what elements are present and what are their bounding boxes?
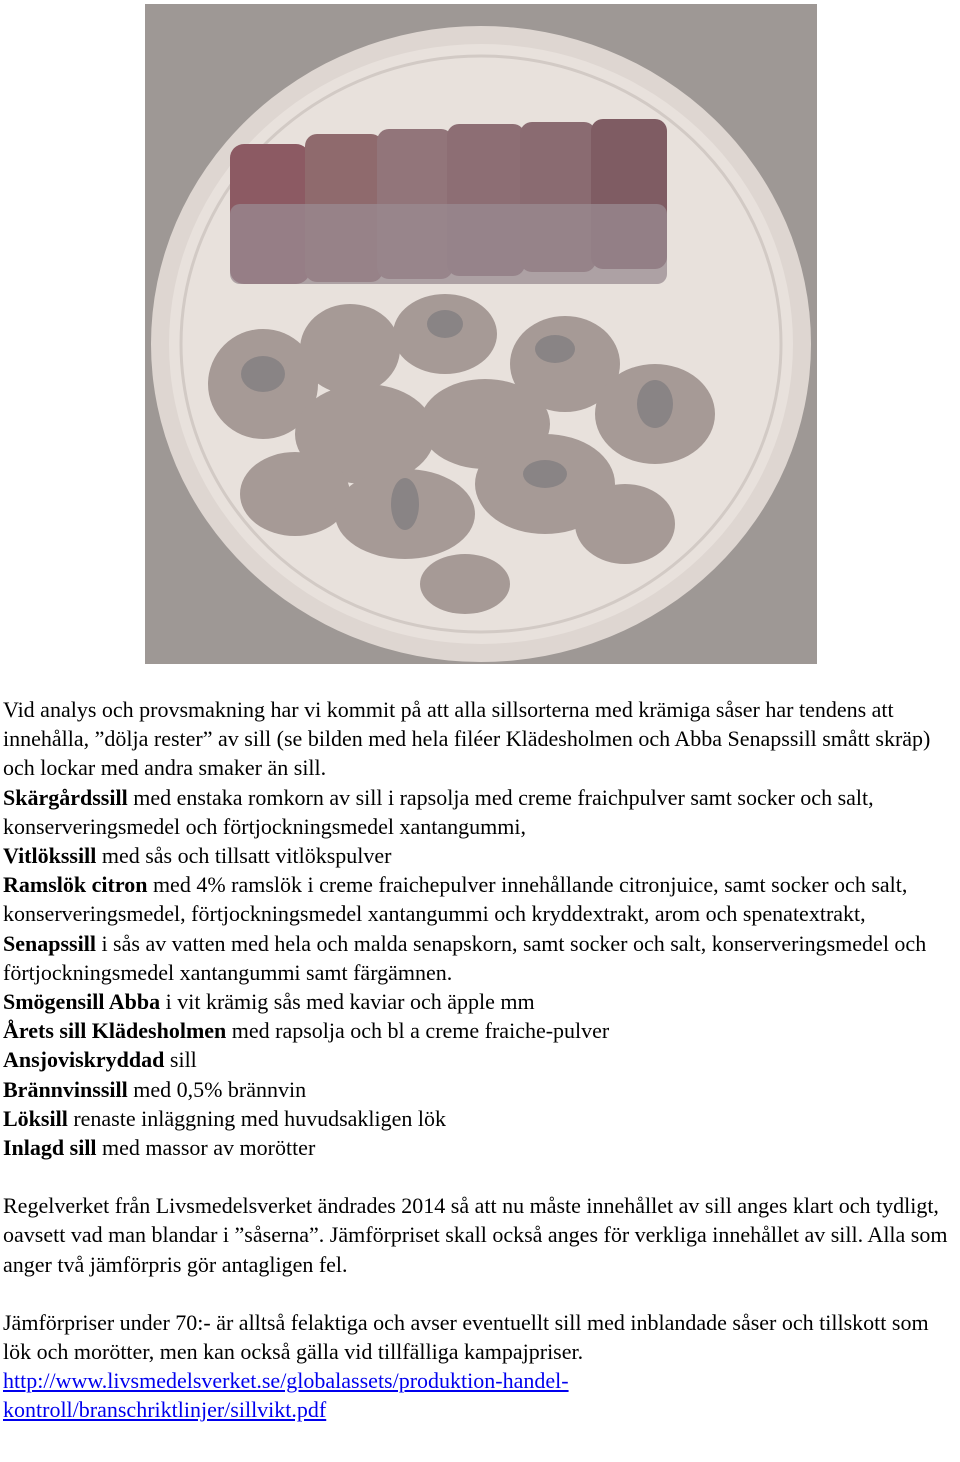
regulation-paragraph: Regelverket från Livsmedelsverket ändrades 2014 så att nu måste innehållet av sill anges klart och tydligt, oavsett vad man blandar i ”såserna”. Jämförpriset skall också anges för verkliga innehållet av sill. Alla som anger två jämförpris gör antagligen fel. — [3, 1193, 948, 1277]
list-item — [3, 987, 960, 1016]
item-desc: i vit krämig sås med kaviar och äpple mm — [160, 989, 535, 1015]
paragraph-gap — [3, 1162, 960, 1191]
item-desc: med sås och tillsatt vitlökspulver — [96, 843, 392, 869]
item-desc: sill — [164, 1047, 197, 1073]
list-item — [3, 1104, 960, 1133]
item-name: Skärgårdssill — [3, 784, 128, 810]
paragraph-gap — [3, 1279, 960, 1308]
herring-plate-photo — [145, 4, 817, 664]
prices-paragraph: Jämförpriser under 70:- är alltså felaktiga och avser eventuellt sill med inblandade såser och tillskott som lök och morötter, men kan också gälla vid tillfälliga kampajpriser. — [3, 1309, 929, 1365]
list-item — [3, 1133, 960, 1162]
intro-paragraph: Vid analys och provsmakning har vi kommit på att alla sillsorterna med krämiga såser har tendens att innehålla, ”dölja rester” av sill (se bilden med hela filéer Klädesholmen och Abba Senapssill smått skräp) och lockar med andra smaker än sill. — [3, 697, 931, 781]
item-name: Ramslök citron — [3, 872, 148, 898]
item-desc: med enstaka romkorn av sill i rapsolja med creme fraichpulver samt socker och salt, konserveringsmedel och förtjockningsmedel xantangummi, — [3, 784, 874, 839]
item-desc: med massor av morötter — [96, 1135, 316, 1161]
article-text — [3, 695, 960, 1425]
list-item — [3, 841, 960, 870]
item-name: Senapssill — [3, 930, 96, 956]
item-desc: med 0,5% brännvin — [127, 1076, 307, 1102]
item-name: Inlagd sill — [3, 1135, 97, 1161]
list-item — [3, 1075, 960, 1104]
item-desc: i sås av vatten med hela och malda senapskorn, samt socker och salt, konserveringsmedel och förtjockningsmedel xantangummi samt färgämnen. — [3, 930, 927, 985]
list-item — [3, 783, 960, 841]
list-item — [3, 1016, 960, 1045]
list-item — [3, 870, 960, 928]
item-name: Brännvinssill — [3, 1076, 128, 1102]
item-desc: renaste inläggning med huvudsakligen lök — [67, 1105, 447, 1131]
source-link-line — [3, 1366, 960, 1395]
item-name: Ansjoviskryddad — [3, 1047, 165, 1073]
item-name: Smögensill Abba — [3, 989, 161, 1015]
source-link-continued[interactable]: kontroll/branschriktlinjer/sillvikt.pdf — [3, 1397, 327, 1423]
item-name: Årets sill Klädesholmen — [3, 1018, 227, 1044]
item-name: Vitlökssill — [3, 843, 97, 869]
list-item — [3, 929, 960, 987]
item-name: Löksill — [3, 1105, 68, 1131]
item-desc: med 4% ramslök i creme fraichepulver innehållande citronjuice, samt socker och salt, konserveringsmedel, förtjockningsmedel xantangummi och kryddextrakt, arom och spenatextrakt, — [3, 872, 908, 927]
item-desc: med rapsolja och bl a creme fraiche-pulver — [226, 1018, 610, 1044]
source-link-line — [3, 1395, 960, 1424]
list-item — [3, 1045, 960, 1074]
source-link[interactable]: http://www.livsmedelsverket.se/globalassets/produktion-handel- — [3, 1368, 569, 1394]
plate-illustration — [145, 4, 817, 664]
